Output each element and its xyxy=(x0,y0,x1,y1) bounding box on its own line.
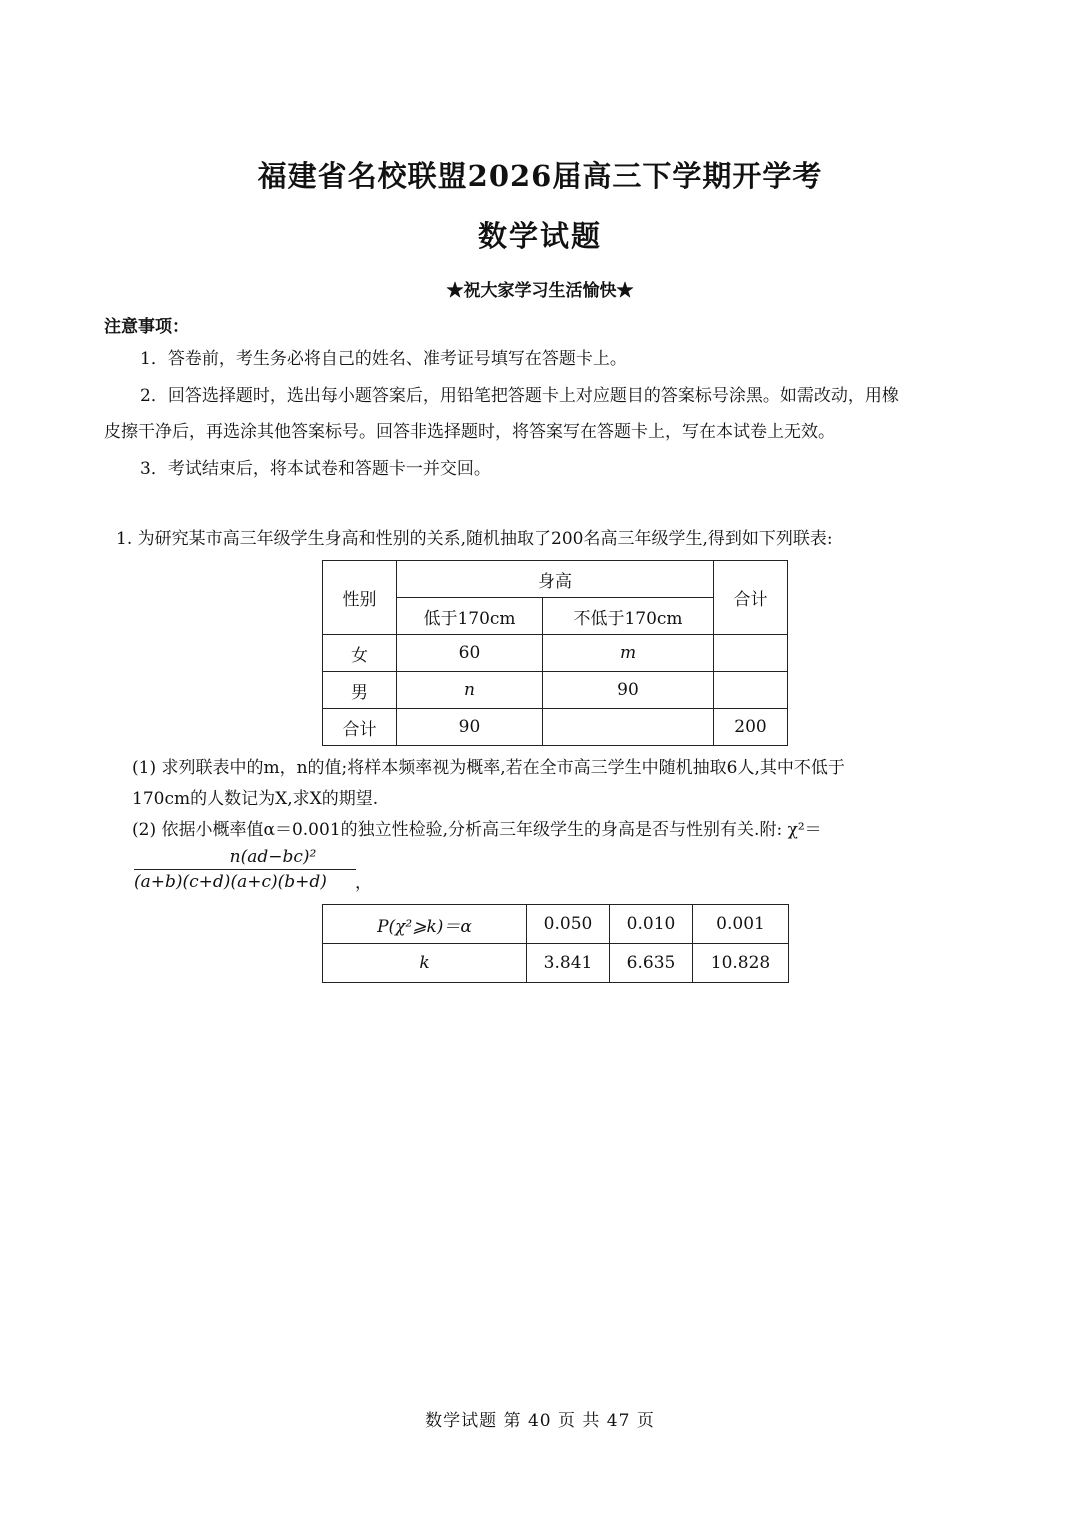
notice-item-2: 2．回答选择题时，选出每小题答案后，用铅笔把答题卡上对应题目的答案标号涂黑。如需改动，用橡 xyxy=(140,386,899,406)
cell-value: m xyxy=(543,635,714,672)
part-1-line-2: 170cm的人数记为X,求X的期望. xyxy=(132,789,379,809)
table-row xyxy=(323,905,789,944)
col-high: 不低于170cm xyxy=(543,598,714,635)
table-row xyxy=(323,635,788,672)
table-row xyxy=(323,944,789,983)
cell-value: 3.841 xyxy=(527,944,610,983)
formula-comma: ， xyxy=(355,873,372,893)
cell-value: 6.635 xyxy=(610,944,693,983)
page-footer: 数学试题 第 40 页 共 47 页 xyxy=(425,1411,655,1431)
table-row xyxy=(323,709,788,746)
part-1-line-1: (1) 求列联表中的m，n的值;将样本频率视为概率,若在全市高三学生中随机抽取6人,其中不低于 xyxy=(132,758,845,778)
chi-square-formula xyxy=(134,847,356,892)
row-label: 男 xyxy=(323,672,397,709)
fraction-bar xyxy=(134,869,356,870)
question-1-intro: 1. 为研究某市高三年级学生身高和性别的关系,随机抽取了200名高三年级学生,得到如下列联表: xyxy=(116,529,833,549)
cell-value: 200 xyxy=(714,709,788,746)
notice-item-3: 3．考试结束后，将本试卷和答题卡一并交回。 xyxy=(140,459,491,479)
header-height: 身高 xyxy=(397,561,714,598)
row-label: 女 xyxy=(323,635,397,672)
table-row xyxy=(323,672,788,709)
cell-value: 90 xyxy=(543,672,714,709)
cell-value xyxy=(543,709,714,746)
notice-heading: 注意事项： xyxy=(104,317,189,337)
contingency-table xyxy=(322,560,788,746)
col-low: 低于170cm xyxy=(397,598,543,635)
notice-item-1: 1．答卷前，考生务必将自己的姓名、准考证号填写在答题卡上。 xyxy=(140,349,627,369)
cell-value: 10.828 xyxy=(693,944,789,983)
row-label: k xyxy=(323,944,527,983)
part-2-line-1: (2) 依据小概率值α＝0.001的独立性检验,分析高三年级学生的身高是否与性别有关.附: χ²＝ xyxy=(132,820,822,840)
formula-denominator: (a+b)(c+d)(a+c)(b+d) xyxy=(134,872,327,892)
cell-value xyxy=(714,635,788,672)
cell-value xyxy=(714,672,788,709)
cell-value: 0.010 xyxy=(610,905,693,944)
row-label: 合计 xyxy=(323,709,397,746)
header-gender: 性别 xyxy=(323,561,397,635)
cell-value: 0.050 xyxy=(527,905,610,944)
cell-value: 90 xyxy=(397,709,543,746)
motto: ★祝大家学习生活愉快★ xyxy=(446,281,634,301)
notice-item-2-continued: 皮擦干净后，再选涂其他答案标号。回答非选择题时，将答案写在答题卡上，写在本试卷上无效。 xyxy=(104,422,835,442)
cell-value: n xyxy=(397,672,543,709)
cell-value: 60 xyxy=(397,635,543,672)
cell-value: 0.001 xyxy=(693,905,789,944)
exam-subject: 数学试题 xyxy=(477,219,602,253)
row-label: P(χ²⩾k)＝α xyxy=(323,905,527,944)
critical-value-table xyxy=(322,904,789,983)
formula-numerator: n(ad−bc)² xyxy=(229,847,317,867)
header-total: 合计 xyxy=(714,561,788,635)
exam-title: 福建省名校联盟2026届高三下学期开学考 xyxy=(257,159,823,193)
